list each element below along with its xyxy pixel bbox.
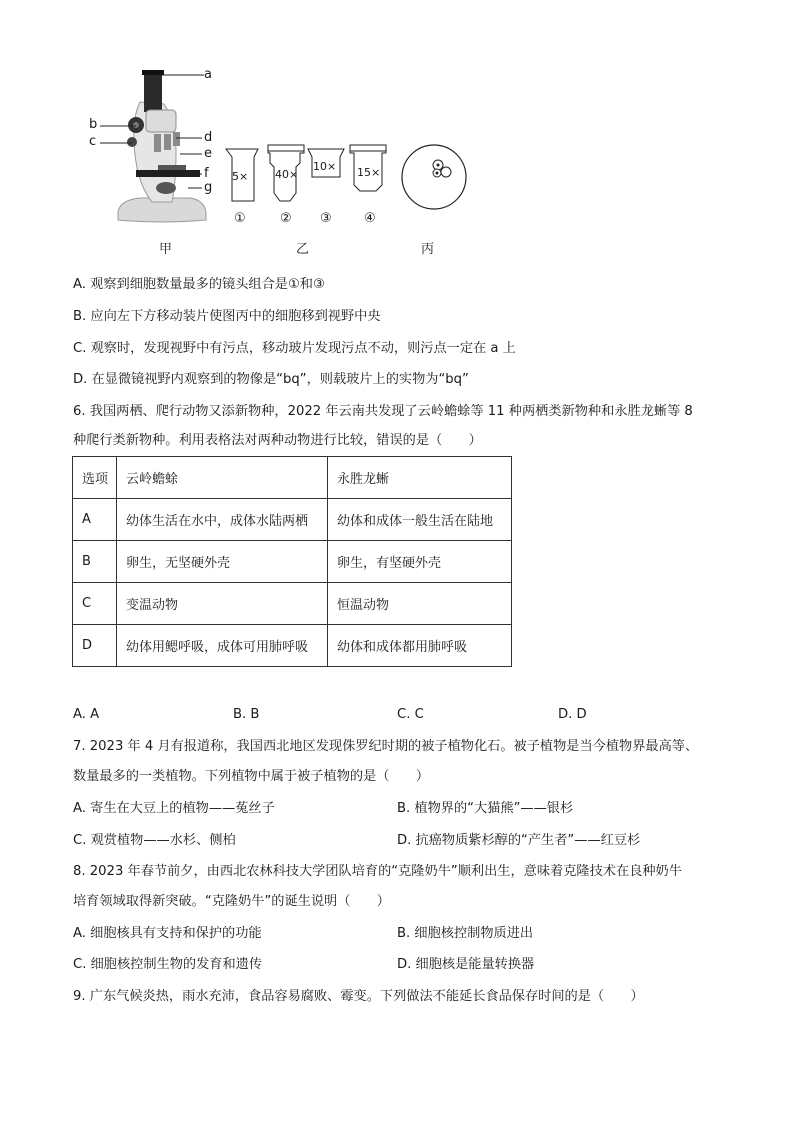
table-header-cell: 选项 [73, 457, 117, 499]
q7-option-d: D. 抗癌物质紫杉醇的“产生者”——红豆杉 [397, 833, 641, 848]
q7-option-b: B. 植物界的“大猫熊”——银杉 [397, 801, 574, 816]
q6-stem-line-1: 6. 我国两栖、爬行动物又添新物种，2022 年云南共发现了云岭蟾蜍等 11 种两栖类新物种和永胜龙蜥等 8 [73, 404, 693, 419]
q8-option-d: D. 细胞核是能量转换器 [397, 957, 535, 972]
table-header-cell: 永胜龙蜥 [328, 457, 512, 499]
lens-2-mag: 40× [275, 168, 299, 181]
lens-3-number: ③ [320, 211, 332, 226]
q8-option-b: B. 细胞核控制物质进出 [397, 926, 534, 941]
caption-bing: 丙 [421, 242, 435, 257]
label-e: e [204, 146, 212, 161]
microscope-pointer-lines [96, 66, 206, 196]
lens-1-mag: 5× [232, 170, 249, 183]
q5-option-a: A. 观察到细胞数量最多的镜头组合是①和③ [73, 277, 325, 292]
field-of-view-figure [400, 143, 470, 213]
lens-4-number: ④ [364, 211, 376, 226]
lens-3-mag: 10× [313, 160, 337, 173]
q6-answer-d: D. D [558, 707, 587, 722]
q5-option-c: C. 观察时，发现视野中有污点，移动玻片发现污点不动，则污点一定在 a 上 [73, 341, 516, 356]
table-cell: 卵生，无坚硬外壳 [117, 541, 328, 583]
lens-4-mag: 15× [357, 166, 381, 179]
q6-answer-c: C. C [397, 707, 424, 722]
table-cell: 幼体生活在水中，成体水陆两栖 [117, 499, 328, 541]
q7-stem-line-2: 数量最多的一类植物。下列植物中属于被子植物的是（ ） [73, 769, 430, 784]
lens-1-number: ① [234, 211, 246, 226]
q7-option-c: C. 观赏植物——水杉、侧柏 [73, 833, 236, 848]
caption-jia: 甲 [159, 242, 173, 257]
table-cell: 幼体和成体都用肺呼吸 [328, 625, 512, 667]
table-cell: C [73, 583, 117, 625]
caption-yi: 乙 [296, 242, 310, 257]
table-row [73, 583, 512, 625]
table-cell: A [73, 499, 117, 541]
q8-option-a: A. 细胞核具有支持和保护的功能 [73, 926, 262, 941]
q5-option-b: B. 应向左下方移动装片使图丙中的细胞移到视野中央 [73, 309, 381, 324]
table-row [73, 625, 512, 667]
q7-option-a: A. 寄生在大豆上的植物——菟丝子 [73, 801, 275, 816]
label-d: d [204, 130, 213, 145]
lens-2-number: ② [280, 211, 292, 226]
label-c: c [89, 134, 97, 149]
table-cell: 幼体用鳃呼吸，成体可用肺呼吸 [117, 625, 328, 667]
q6-stem-line-2: 种爬行类新物种。利用表格法对两种动物进行比较，错误的是（ ） [73, 433, 482, 448]
table-row [73, 499, 512, 541]
table-cell: 变温动物 [117, 583, 328, 625]
label-f: f [204, 166, 209, 181]
q6-answer-b: B. B [233, 707, 260, 722]
q5-option-d: D. 在显微镜视野内观察到的物像是“bq”，则载玻片上的实物为“bq” [73, 372, 469, 387]
q9-stem-line-1: 9. 广东气候炎热，雨水充沛，食品容易腐败、霉变。下列做法不能延长食品保存时间的是（ ） [73, 989, 644, 1004]
q8-stem-line-2: 培育领域取得新突破。“克隆奶牛”的诞生说明（ ） [73, 894, 390, 909]
q8-option-c: C. 细胞核控制生物的发育和遗传 [73, 957, 263, 972]
label-a: a [204, 67, 212, 82]
label-g: g [204, 180, 213, 195]
label-b: b [89, 117, 98, 132]
table-cell: B [73, 541, 117, 583]
q7-stem-line-1: 7. 2023 年 4 月有报道称，我国西北地区发现侏罗纪时期的被子植物化石。被子植物是当今植物界最高等、 [73, 739, 699, 754]
comparison-table [72, 456, 512, 667]
table-cell: 卵生，有坚硬外壳 [328, 541, 512, 583]
table-cell: D [73, 625, 117, 667]
table-header-cell: 云岭蟾蜍 [117, 457, 328, 499]
table-row [73, 541, 512, 583]
table-header-row [73, 457, 512, 499]
q6-answer-a: A. A [73, 707, 100, 722]
q8-stem-line-1: 8. 2023 年春节前夕，由西北农林科技大学团队培育的“克隆奶牛”顺利出生，意味着克隆技术在良种奶牛 [73, 864, 682, 879]
table-cell: 恒温动物 [328, 583, 512, 625]
table-cell: 幼体和成体一般生活在陆地 [328, 499, 512, 541]
